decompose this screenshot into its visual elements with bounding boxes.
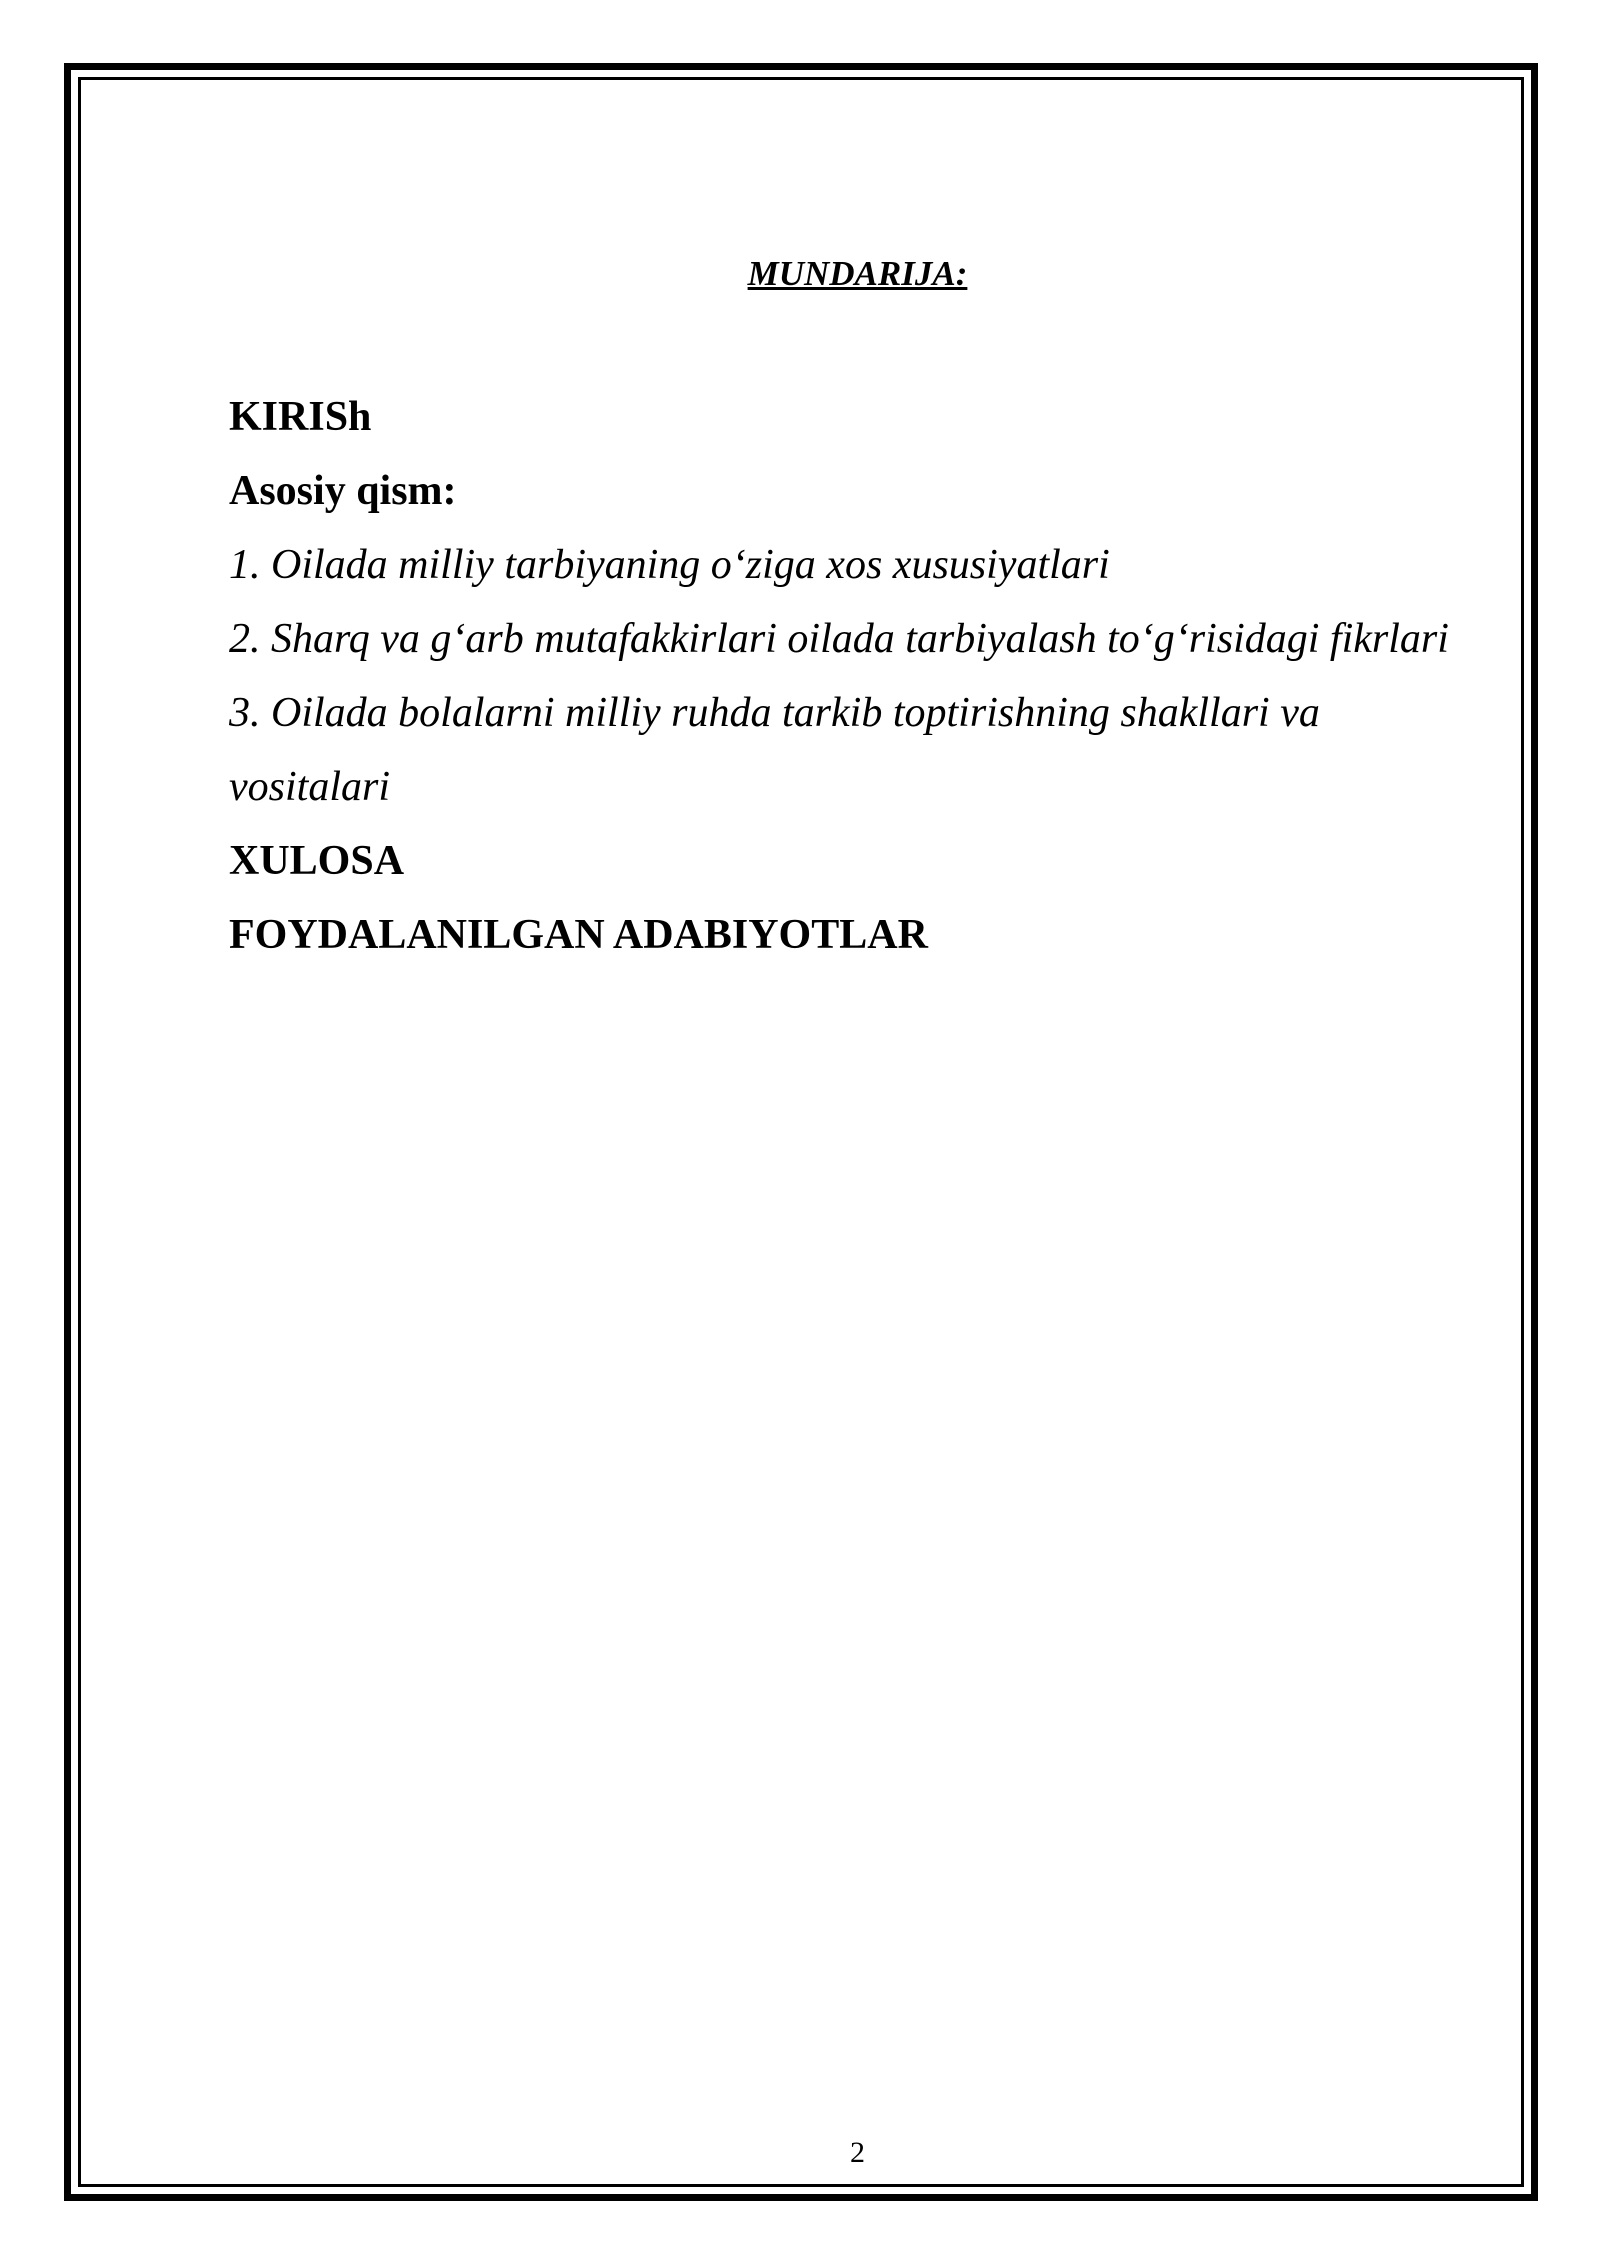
toc-entry-section-3: 3. Oilada bolalarni milliy ruhda tarkib toptirishning shakllari va vositalari [229,690,1320,810]
toc-entry-references: FOYDALANILGAN ADABIYOTLAR [229,912,928,958]
page-number: 2 [850,2136,865,2169]
toc-entry-section-2: 2. Sharq va g‘arb mutafakkirlari oilada tarbiyalash to‘g‘risidagi fikrlari [229,616,1449,662]
toc-title: MUNDARIJA: [747,254,968,293]
toc-entry-section-1: 1. Oilada milliy tarbiyaning o‘ziga xos xususiyatlari [229,542,1110,588]
toc-entry-main-part: Asosiy qism: [229,468,457,514]
toc-entry-introduction: KIRISh [229,394,372,440]
toc-entry-conclusion: XULOSA [229,838,405,884]
table-of-contents [229,380,1529,972]
